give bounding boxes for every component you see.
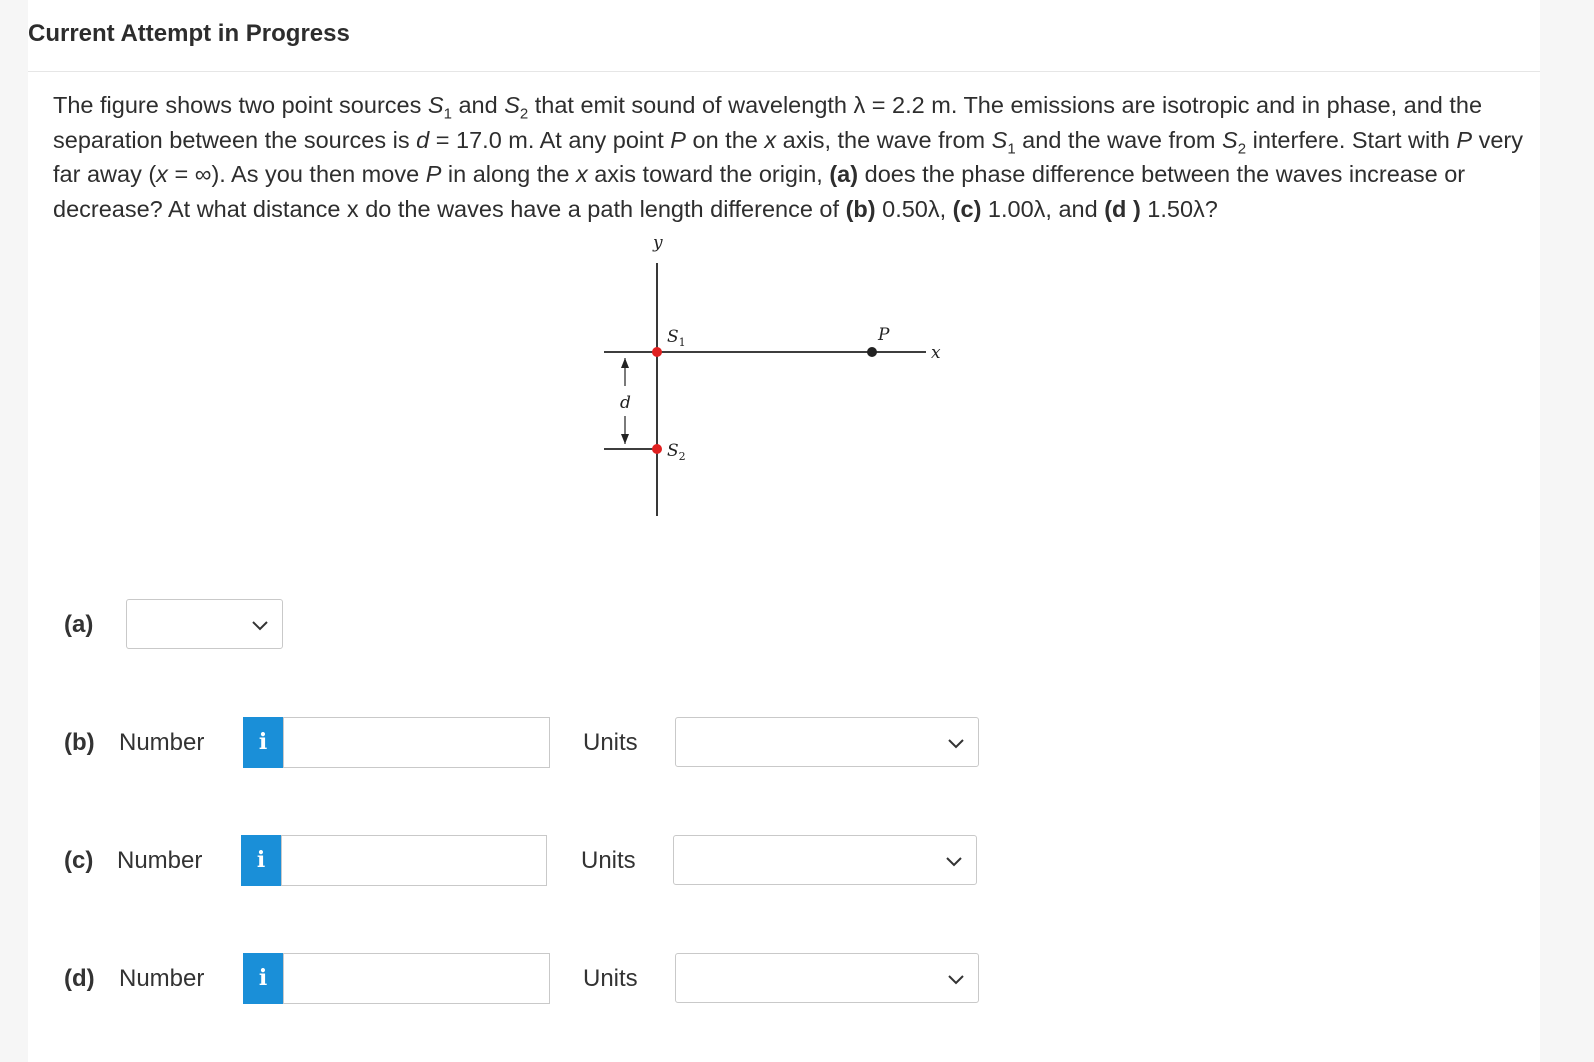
divider (28, 71, 1540, 72)
info-icon[interactable]: i (243, 717, 283, 768)
answer-b-units-label: Units (583, 729, 638, 756)
answer-b-units-select[interactable] (675, 717, 979, 767)
point-p (867, 347, 877, 357)
answer-a-label: (a) (64, 611, 94, 638)
info-icon[interactable]: i (241, 835, 281, 886)
y-axis-label: y (653, 233, 663, 253)
answer-d-units-label: Units (583, 965, 638, 992)
chevron-down-icon (250, 615, 270, 635)
answer-b-number-input[interactable] (283, 717, 550, 768)
sources-diagram (590, 228, 970, 528)
answer-a-select[interactable] (126, 599, 283, 649)
answer-d-label: (d) (64, 965, 95, 992)
s1-label: $S_1$ (667, 327, 686, 349)
info-icon[interactable]: i (243, 953, 283, 1004)
chevron-down-icon (946, 733, 966, 753)
source-s1 (652, 347, 662, 357)
answer-c-label: (c) (64, 847, 94, 874)
answer-d-units-select[interactable] (675, 953, 979, 1003)
answer-c-number-label: Number (117, 847, 203, 874)
chevron-down-icon (946, 969, 966, 989)
answer-d-number-input[interactable] (283, 953, 550, 1004)
answer-d-number-label: Number (119, 965, 205, 992)
question-text: The figure shows two point sources $S_1$ and $S_2$ that emit sound of wavelength λ = 2.2 m. The emissions are isotropic and in phase, and the separation between the sources is d = 17.0 m. At any point P on the x axis, the wave from $S_1$ and the wave from $S_2$ interfere. Start with P very far away (x = ∞). As you then move P in along the x axis toward the origin, (a) does the phase difference between the waves increase or decrease? At what distance x do the waves have a path length difference of (b) 0.50λ, (c) 1.00λ, and (d ) 1.50λ? (53, 92, 1523, 222)
page-title: Current Attempt in Progress (28, 20, 350, 47)
answer-b-number-label: Number (119, 729, 205, 756)
answer-c-units-label: Units (581, 847, 636, 874)
p-label: P (878, 325, 890, 345)
d-label: d (620, 393, 631, 413)
chevron-down-icon (944, 851, 964, 871)
x-axis-label: x (931, 343, 941, 363)
answer-b-label: (b) (64, 729, 95, 756)
source-s2 (652, 444, 662, 454)
answer-c-units-select[interactable] (673, 835, 977, 885)
s2-label: $S_2$ (667, 441, 686, 463)
answer-c-number-input[interactable] (281, 835, 547, 886)
